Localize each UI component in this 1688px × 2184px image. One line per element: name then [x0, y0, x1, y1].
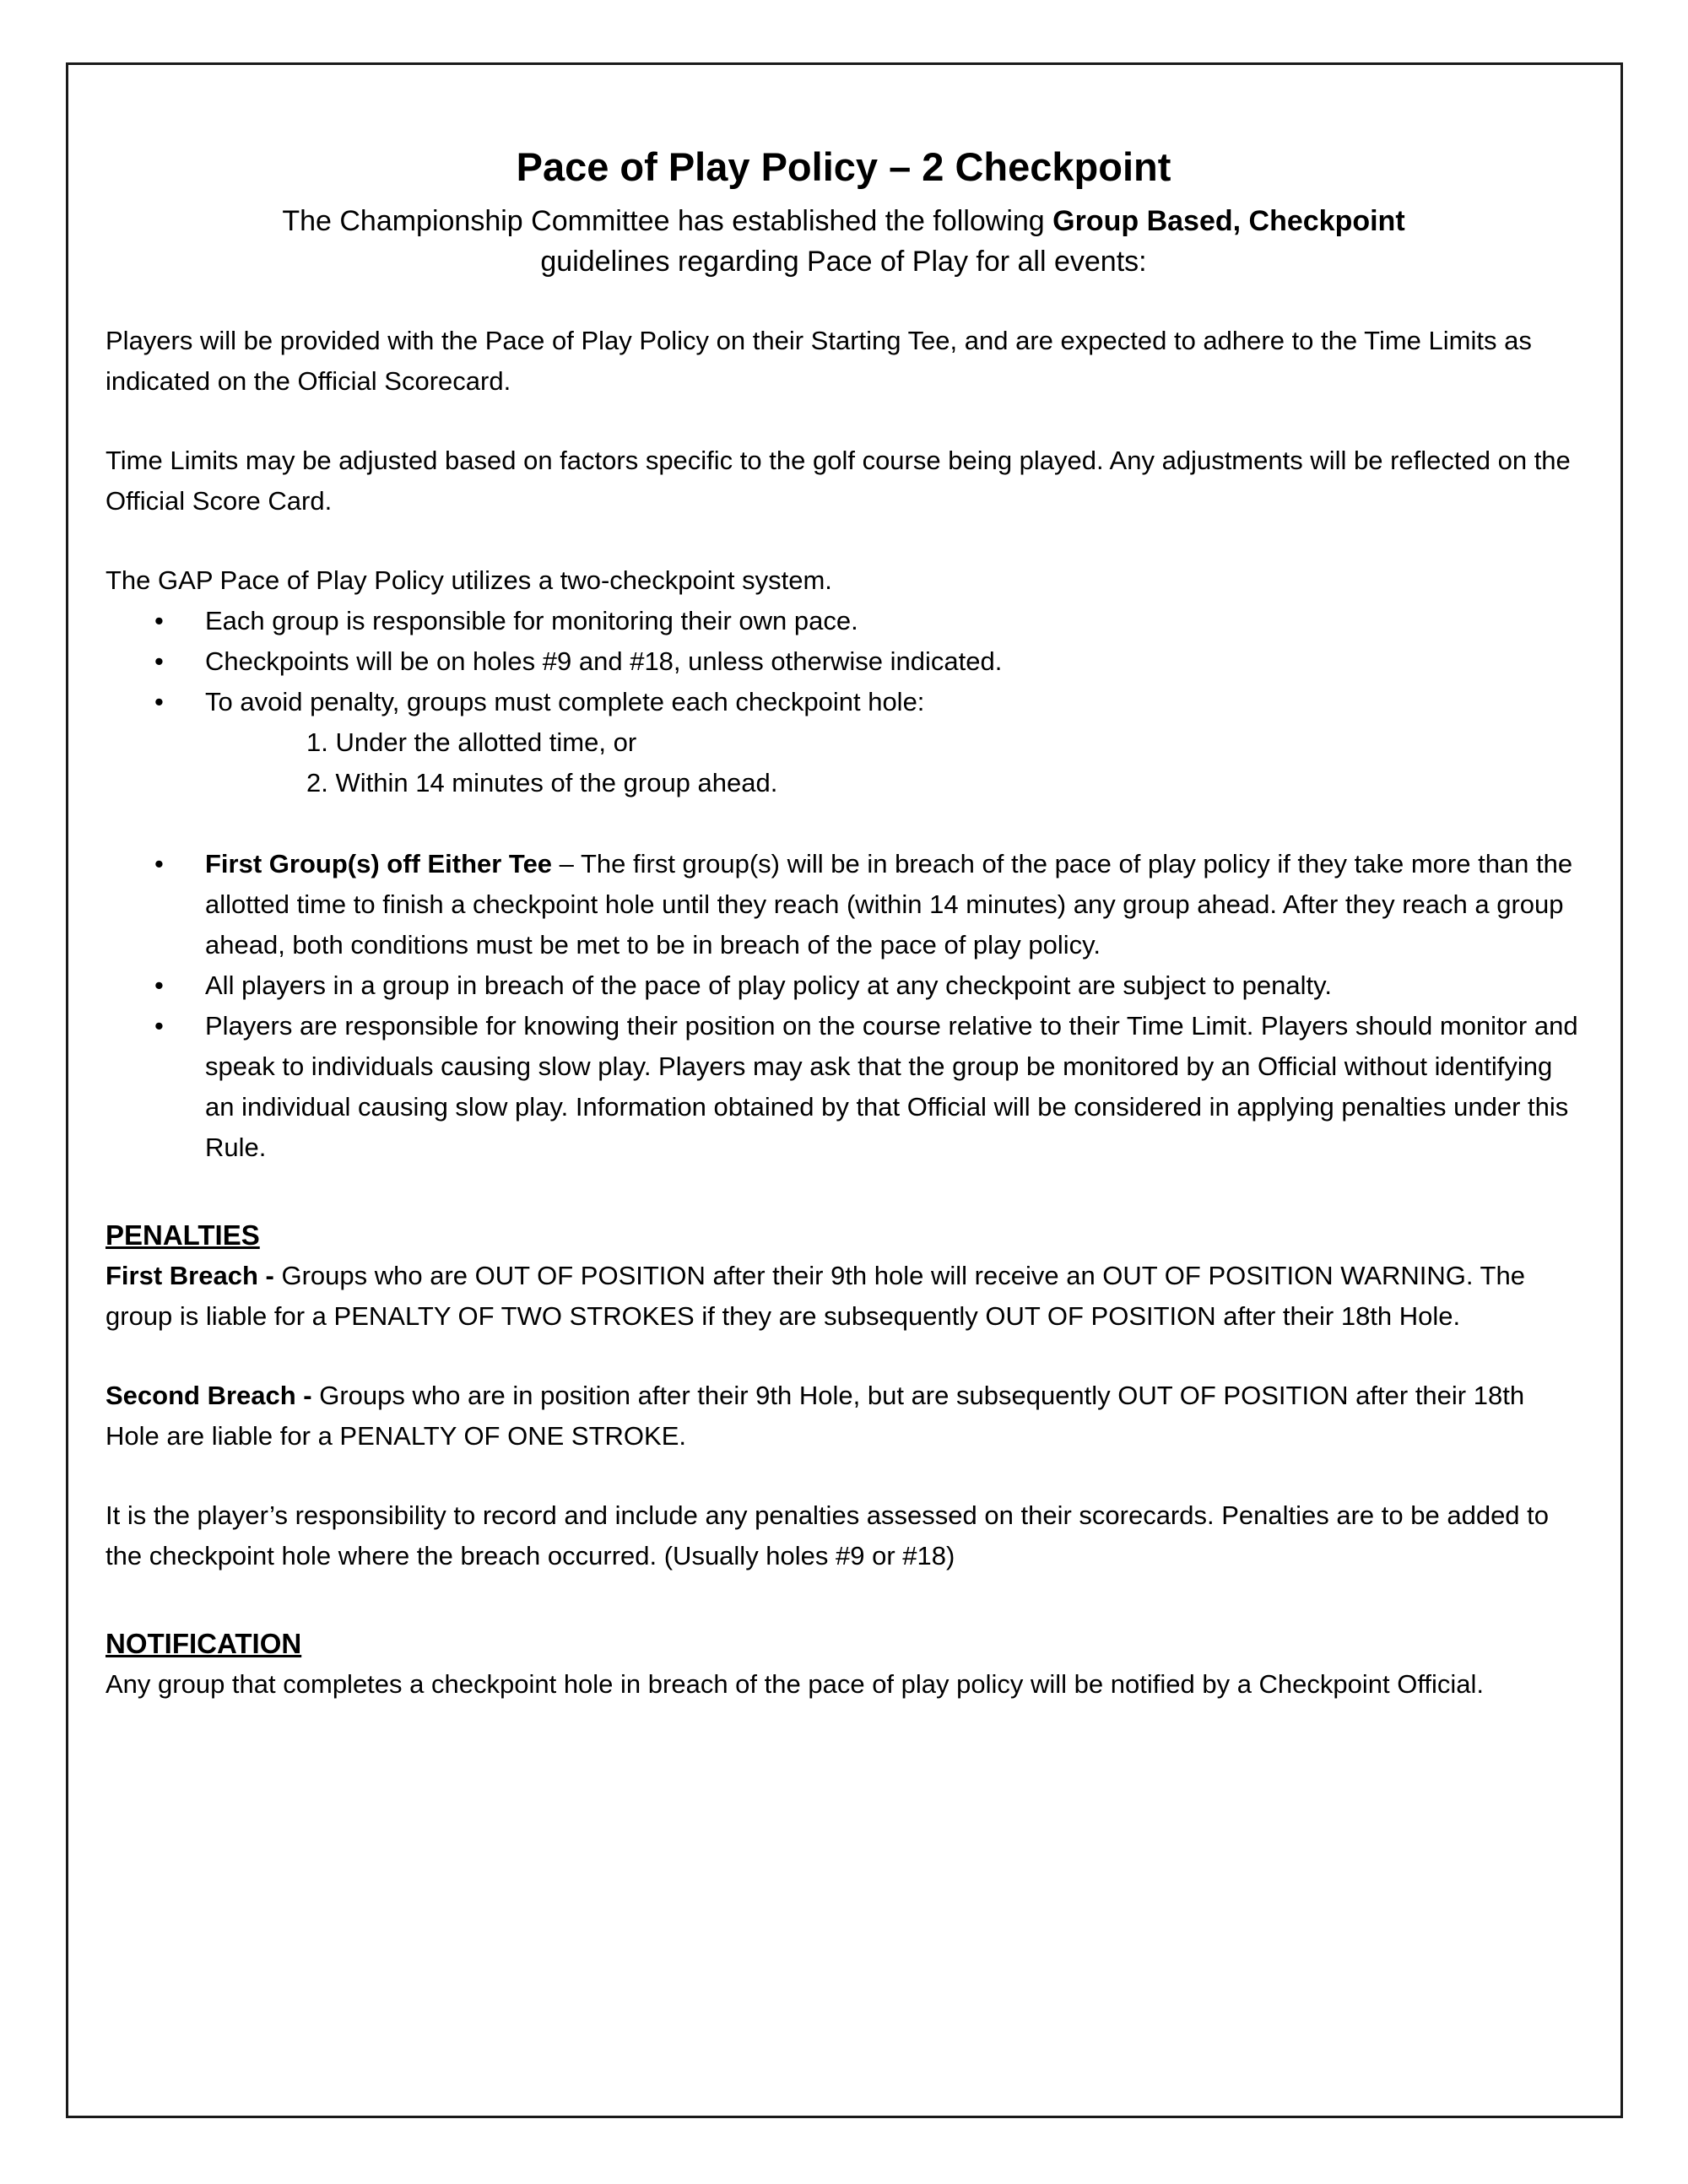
first-breach-text: Groups who are OUT OF POSITION after their 9th hole will receive an OUT OF POSITION WARNING. The group is liable for a PENALTY OF TWO STROKES if they are subsequently OUT OF POSITION after their 18th Hole. — [106, 1261, 1525, 1332]
first-group-bold-text: First Group(s) off Either Tee — [205, 849, 553, 879]
paragraph-two-checkpoint-system: The GAP Pace of Play Policy utilizes a two-checkpoint system. — [106, 565, 832, 596]
subtitle-text: The Championship Committee has established the following — [282, 204, 1053, 237]
bullet-item: • Checkpoints will be on holes #9 and #18, unless otherwise indicated. — [106, 641, 1582, 682]
paragraph-second-breach — [106, 1376, 1582, 1457]
section-heading-penalties: PENALTIES — [106, 1219, 260, 1251]
section-heading-notification: NOTIFICATION — [106, 1628, 302, 1660]
first-group-text: – The first group(s) will be in breach of the pace of play policy if they take more than the allotted time to finish a checkpoint hole until they reach (within 14 minutes) any group ahead. After they reach a group ahead, both conditions must be met to be in breach of the pace of play policy. — [205, 849, 1573, 960]
policy-bullet-list — [106, 844, 1582, 1168]
checkpoint-bullet-list — [106, 601, 1582, 722]
paragraph-policy-provided: Players will be provided with the Pace of Play Policy on their Starting Tee, and are expected to adhere to the Time Limits as indicated on the Official Scorecard. — [106, 326, 1532, 397]
document-body — [106, 321, 1582, 1705]
document-border — [66, 62, 1623, 2118]
paragraph-first-breach — [106, 1256, 1582, 1337]
bullet-item: • Each group is responsible for monitoring their own pace. — [106, 601, 1582, 641]
bullet-item-first-group — [106, 844, 1582, 965]
first-breach-label: First Breach - — [106, 1261, 274, 1291]
bullet-item: • Players are responsible for knowing their position on the course relative to their Time Limit. Players should monitor and speak to individuals causing slow play. Players may ask that the group be monitored by an Official without identifying an individual causing slow play. Information obtained by that Official will be considered in applying penalties under this Rule. — [106, 1006, 1582, 1168]
document-title: Pace of Play Policy – 2 Checkpoint — [516, 144, 1171, 189]
numbered-condition: 1. Under the allotted time, or — [306, 727, 637, 758]
numbered-condition: 2. Within 14 minutes of the group ahead. — [306, 768, 778, 798]
bullet-item: • All players in a group in breach of the pace of play policy at any checkpoint are subject to penalty. — [106, 965, 1582, 1006]
subtitle-line2: guidelines regarding Pace of Play for all events: — [540, 246, 1147, 278]
paragraph-notification: Any group that completes a checkpoint hole in breach of the pace of play policy will be notified by a Checkpoint Official. — [106, 1669, 1485, 1700]
bullet-item: • To avoid penalty, groups must complete each checkpoint hole: — [106, 682, 1582, 722]
paragraph-time-limits: Time Limits may be adjusted based on factors specific to the golf course being played. Any adjustments will be reflected on the Official Score Card. — [106, 446, 1571, 516]
second-breach-label: Second Breach - — [106, 1381, 312, 1411]
document-subtitle — [106, 201, 1582, 283]
subtitle-bold-text: Group Based, Checkpoint — [1052, 204, 1405, 237]
paragraph-scorecard-note: It is the player’s responsibility to record and include any penalties assessed on their scorecards. Penalties are to be added to the checkpoint hole where the breach occurred. (Usually holes #9 or #18) — [106, 1500, 1550, 1571]
second-breach-text: Groups who are in position after their 9th Hole, but are subsequently OUT OF POSITION after their 18th Hole are liable for a PENALTY OF ONE STROKE. — [106, 1381, 1525, 1451]
